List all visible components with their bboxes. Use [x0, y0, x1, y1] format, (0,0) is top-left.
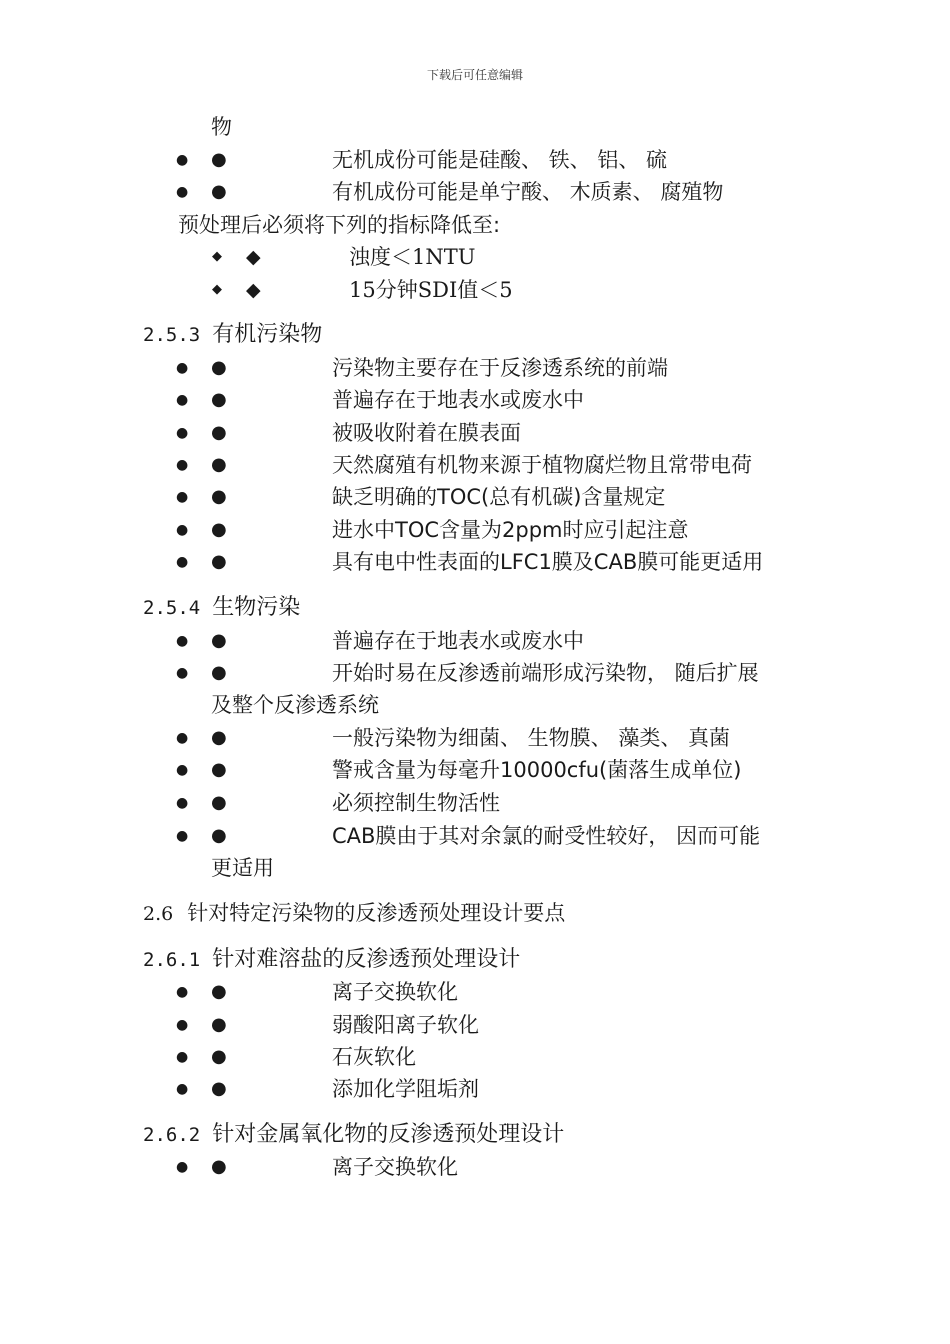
bullet-icon: ●	[211, 181, 227, 202]
bullet-icon: ●	[211, 792, 227, 813]
bullet-icon: ●	[176, 457, 189, 473]
bullet-icon: ●	[211, 759, 227, 780]
bullet-icon: ●	[176, 828, 189, 844]
bullet-icon: ●	[176, 522, 189, 538]
bullet-icon: ●	[211, 981, 227, 1002]
bullet-icon: ●	[176, 425, 189, 441]
bullet-icon: ●	[176, 1049, 189, 1065]
bullet-icon: ●	[176, 489, 189, 505]
bullet-icon: ●	[176, 360, 189, 376]
bullet-icon: ●	[176, 1017, 189, 1033]
bullet-icon: ●	[211, 149, 227, 170]
bullet-icon: ●	[211, 727, 227, 748]
bullet-icon: ●	[211, 389, 227, 410]
bullet-icon: ●	[176, 554, 189, 570]
bullet-icon: ●	[176, 184, 189, 200]
bullet-icon: ●	[176, 665, 189, 681]
bullet-icon: ●	[211, 1078, 227, 1099]
diamond-icon: ◆	[246, 279, 261, 301]
bullet-icon: ●	[176, 1081, 189, 1097]
bullet-icon: ●	[176, 795, 189, 811]
bullet-icon: ●	[211, 486, 227, 507]
bullet-icon: ●	[211, 519, 227, 540]
bullet-icon: ●	[176, 984, 189, 1000]
bullet-icon: ●	[176, 633, 189, 649]
bullet-icon: ●	[211, 1046, 227, 1067]
bullet-icon: ●	[211, 551, 227, 572]
bullet-icon: ●	[211, 1014, 227, 1035]
diamond-icon: ◆	[212, 282, 222, 297]
bullet-icon: ●	[176, 1159, 189, 1175]
bullet-icon: ●	[211, 357, 227, 378]
bullet-icon: ●	[211, 454, 227, 475]
bullet-icon: ●	[211, 1156, 227, 1177]
diamond-icon: ◆	[212, 249, 222, 264]
page-header: 下载后可任意编辑	[426, 68, 523, 82]
bullet-icon: ●	[176, 762, 189, 778]
bullet-icon: ●	[211, 662, 227, 683]
bullet-icon: ●	[176, 392, 189, 408]
bullet-icon: ●	[211, 630, 227, 651]
diamond-icon: ◆	[246, 246, 261, 268]
bullet-icon: ●	[176, 730, 189, 746]
bullet-icon: ●	[211, 825, 227, 846]
bullet-icon: ●	[211, 422, 227, 443]
bullet-icon: ●	[176, 152, 189, 168]
